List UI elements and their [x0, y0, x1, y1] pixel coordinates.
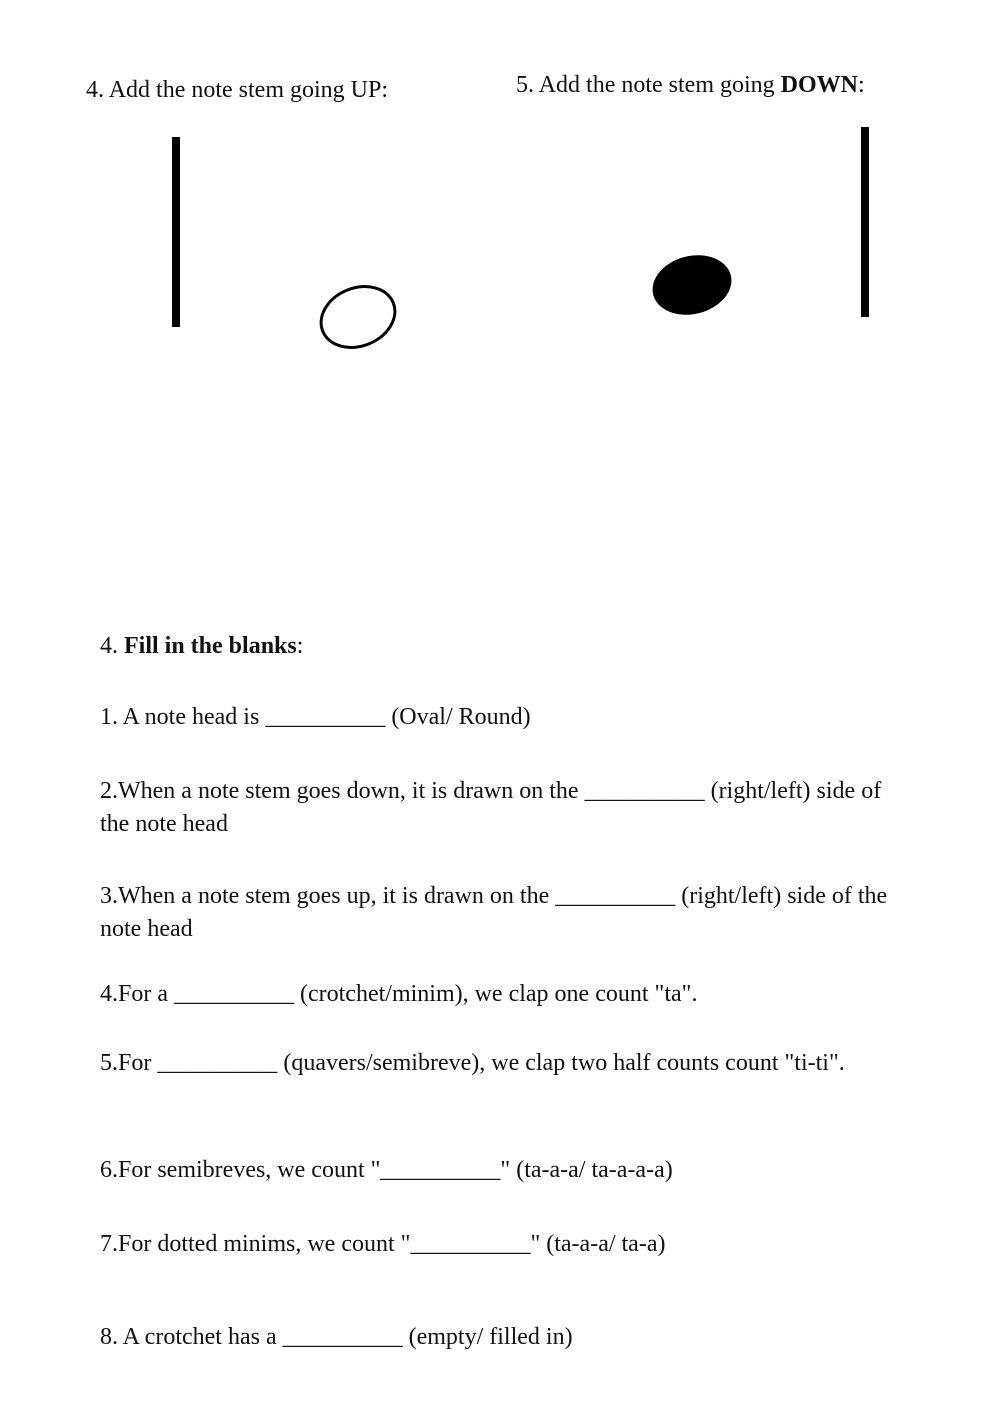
empty-note-head	[318, 282, 398, 352]
stem-up-instruction	[86, 74, 388, 107]
fill-blanks-heading	[100, 630, 303, 663]
stem-down-text: Add the note stem going	[538, 72, 781, 98]
blank-item-5: 5.For __________ (quavers/semibreve), we clap two half counts count "ti-ti".	[100, 1050, 845, 1076]
filled-note-head-shape	[646, 247, 738, 323]
stem-up-number: 4.	[86, 77, 104, 103]
stem-down-instruction	[516, 69, 865, 102]
stem-down-suffix: :	[858, 72, 865, 98]
blank-item-6: 6.For semibreves, we count "__________" (ta-a-a/ ta-a-a-a)	[100, 1157, 673, 1183]
fill-blanks-number: 4.	[100, 633, 118, 659]
blank-item-7: 7.For dotted minims, we count "__________" (ta-a-a/ ta-a)	[100, 1231, 666, 1257]
blank-item-2: 2.When a note stem goes down, it is drawn on the __________ (right/left) side of the note head	[100, 778, 882, 837]
blank-item-8: 8. A crotchet has a __________ (empty/ filled in)	[100, 1324, 573, 1350]
blank-item-1: 1. A note head is __________ (Oval/ Round)	[100, 704, 531, 730]
blank-item-4: 4.For a __________ (crotchet/minim), we clap one count "ta".	[100, 981, 698, 1007]
blank-item-3: 3.When a note stem goes up, it is drawn on the __________ (right/left) side of the note head	[100, 883, 888, 942]
stem-up-text: Add the note stem going UP:	[108, 77, 389, 103]
note-stem-left	[172, 137, 180, 327]
stem-down-number: 5.	[516, 72, 534, 98]
empty-note-head-shape	[312, 276, 404, 358]
fill-blanks-title: Fill in the blanks	[124, 633, 297, 659]
fill-blanks-suffix: :	[296, 633, 304, 659]
stem-down-bold: DOWN	[780, 72, 858, 98]
filled-note-head	[650, 250, 734, 320]
note-stem-right	[861, 127, 869, 317]
